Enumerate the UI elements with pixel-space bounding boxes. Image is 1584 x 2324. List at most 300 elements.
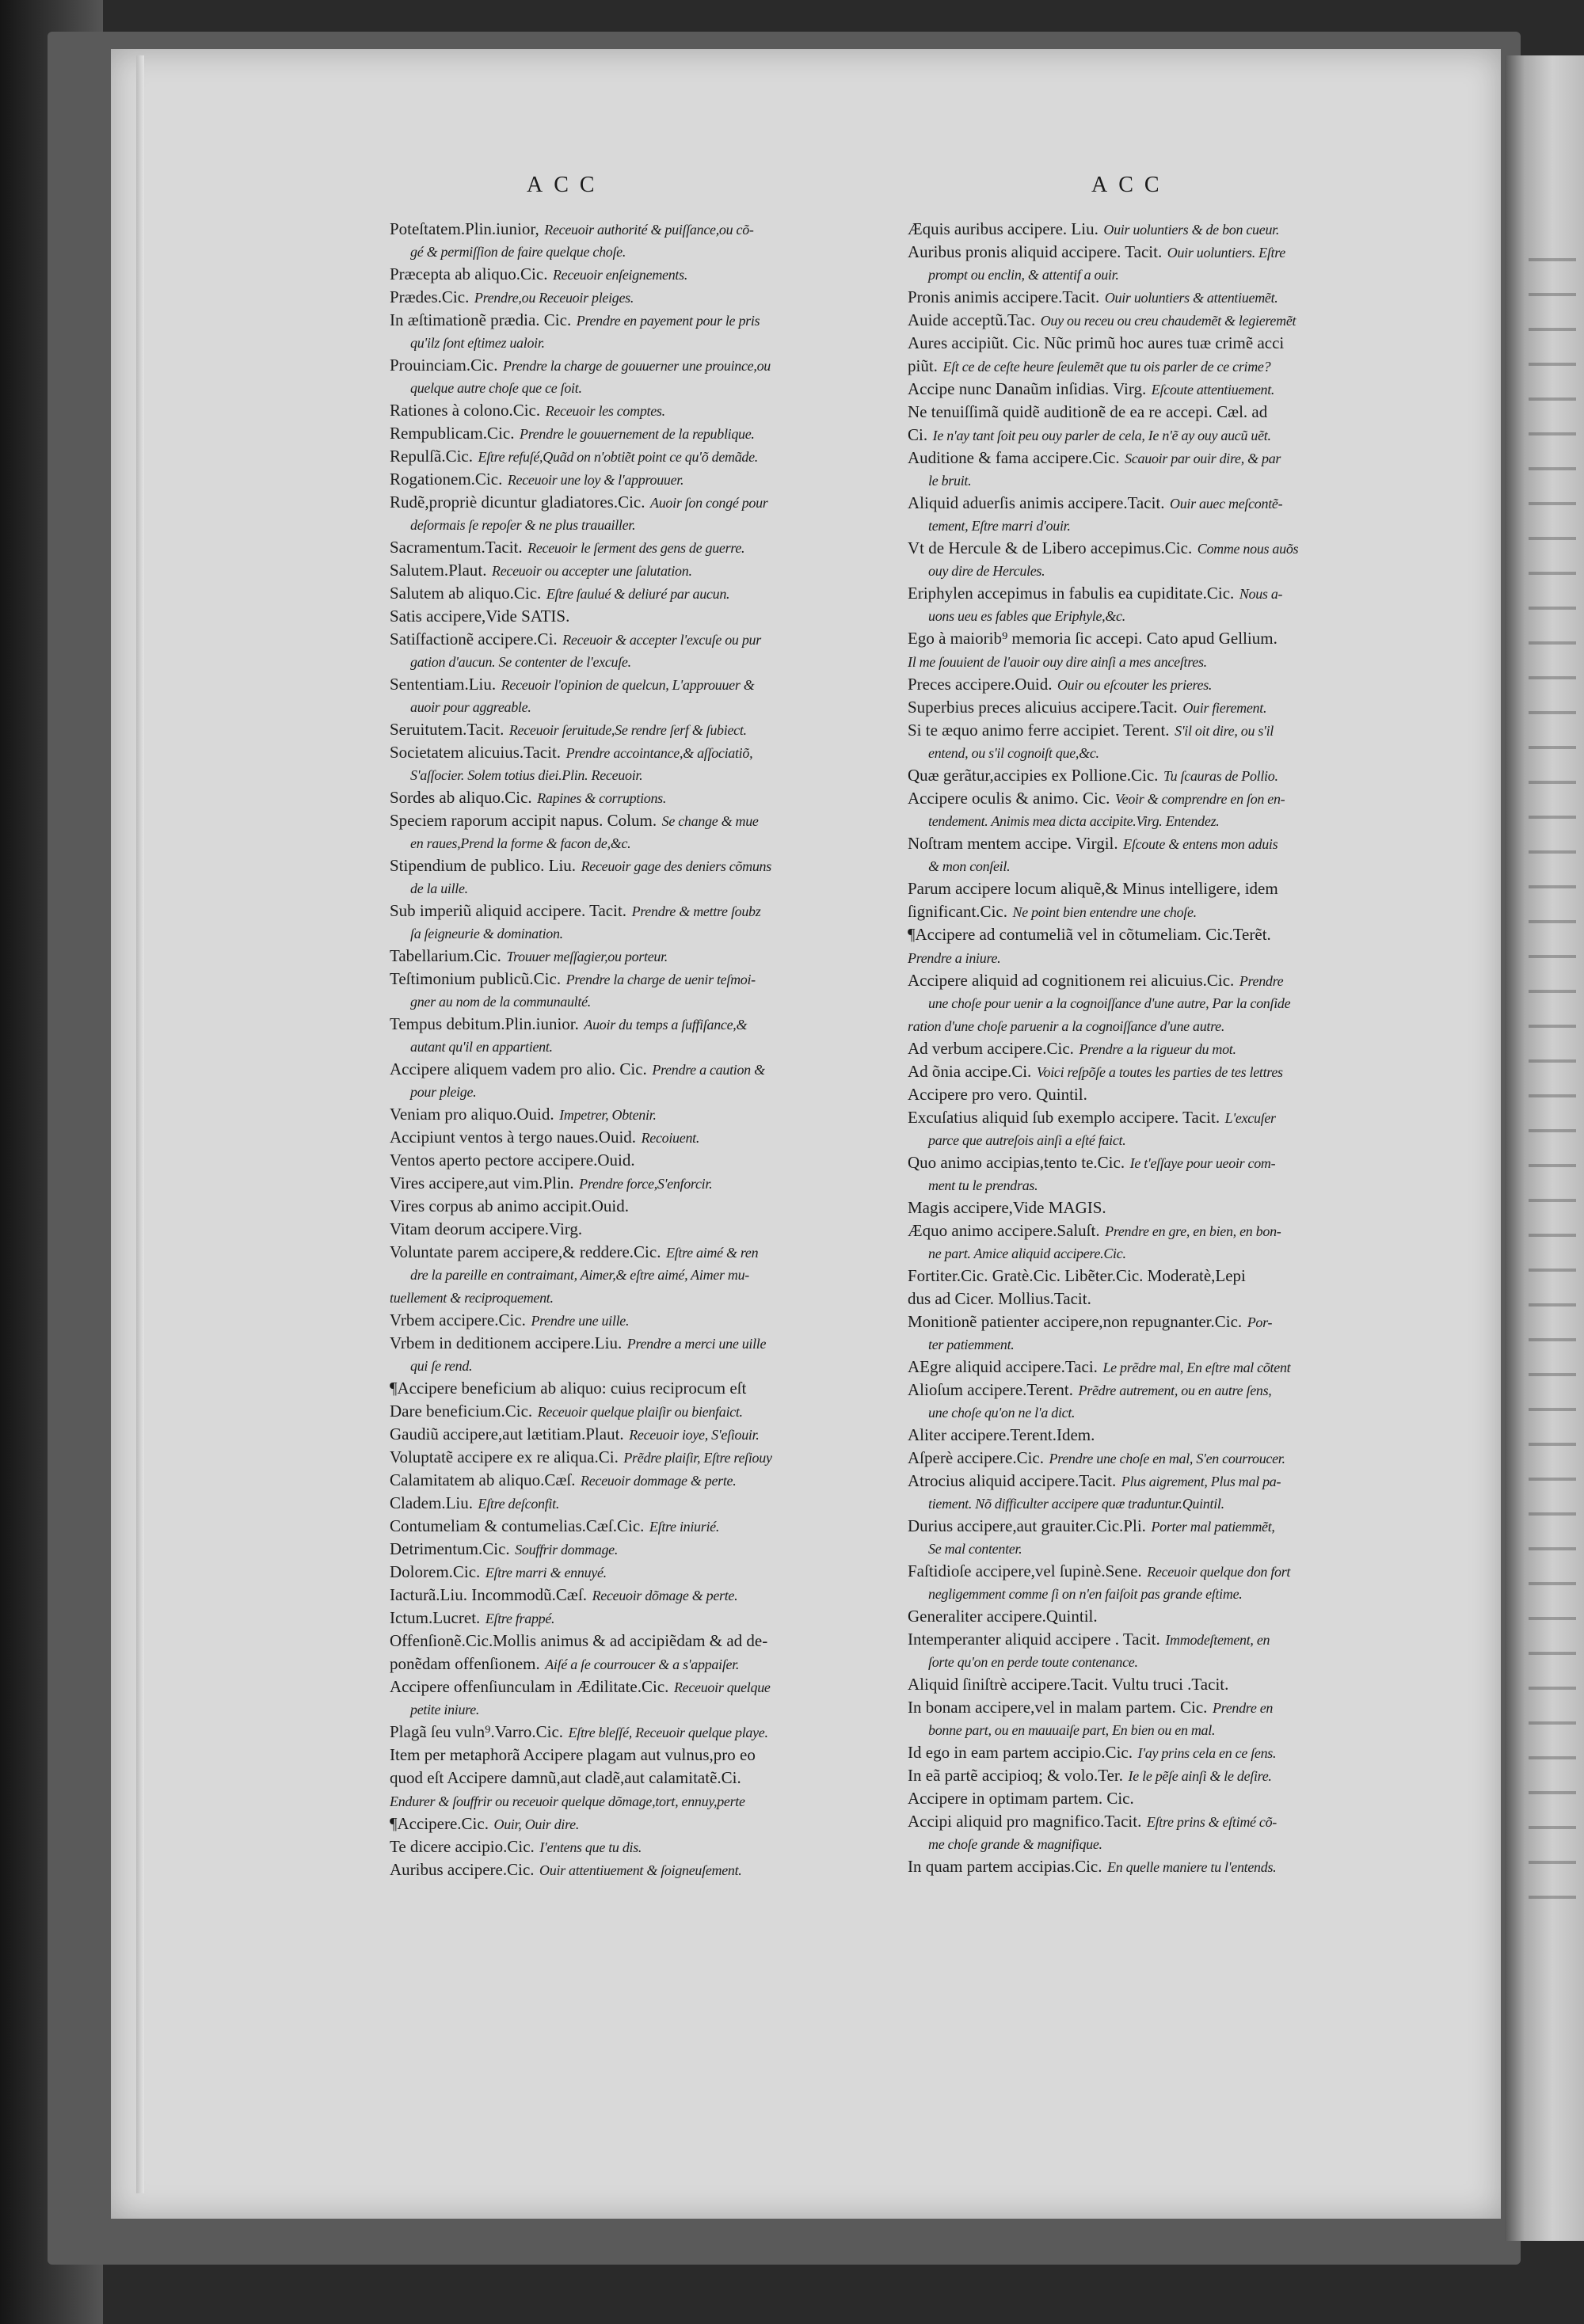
french-gloss: Se change & mue — [661, 813, 759, 829]
dictionary-entry — [390, 786, 912, 809]
dictionary-entry — [908, 1356, 1430, 1379]
french-gloss: Prendre une choſe en mal, S'en courroucer. — [1049, 1451, 1285, 1466]
latin-headword: Salutem.Plaut. — [390, 561, 487, 580]
latin-headword: Salutem ab aliquo.Cic. — [390, 584, 542, 603]
latin-headword: Accipere oculis & animo. Cic. — [908, 789, 1110, 808]
dictionary-entry — [390, 1744, 912, 1767]
dictionary-entry — [908, 332, 1430, 355]
dictionary-entry — [908, 1151, 1430, 1196]
latin-headword: Monitionẽ patienter accipere,non repugnanter.Cic. — [908, 1312, 1243, 1331]
latin-headword: piũt. — [908, 356, 938, 375]
gloss-continuation: bonne part, ou en mauuaiſe part, En bien ou en mal. — [928, 1722, 1216, 1738]
french-gloss: Eſcoute & entens mon aduis — [1123, 836, 1278, 852]
dictionary-entry — [390, 1469, 912, 1492]
latin-headword: In bonam accipere,vel in malam partem. Cic. — [908, 1698, 1208, 1717]
dictionary-entry — [908, 1787, 1430, 1810]
french-gloss: Eſtre ſaulué & deliuré par aucun. — [546, 586, 730, 602]
french-gloss: Eſtre refuſé,Quãd on n'obtiẽt point ce qu'õ demãde. — [478, 449, 759, 465]
dictionary-entry — [908, 1310, 1430, 1356]
latin-headword: ¶Accipere ad contumeliã vel in cõtumeliam. Cic.Terẽt. — [908, 925, 1271, 944]
latin-headword: Aliquid ſiniſtrè accipere.Tacit. Vultu truci .Tacit. — [908, 1675, 1229, 1694]
latin-headword: Seruitutem.Tacit. — [390, 720, 505, 739]
french-gloss: Ouir auec meſcontẽ- — [1170, 496, 1283, 512]
french-gloss: Eſtre deſconfit. — [478, 1496, 560, 1512]
latin-headword: Prædes.Cic. — [390, 287, 470, 306]
dictionary-entry — [908, 946, 1430, 969]
dictionary-entry — [908, 1447, 1430, 1470]
french-gloss: Porter mal patiemmẽt, — [1151, 1519, 1275, 1535]
dictionary-entry — [390, 559, 912, 582]
gloss-continuation: qui ſe rend. — [410, 1358, 473, 1374]
french-gloss: Prendre a caution & — [652, 1062, 765, 1078]
gloss-continuation: tement, Eſtre marri d'ouir. — [928, 518, 1071, 534]
dictionary-entry — [390, 1172, 912, 1195]
french-gloss: Ie le pẽſe ainſi & le deſire. — [1128, 1768, 1272, 1784]
french-gloss: Receuoir dommage & perte. — [581, 1473, 737, 1489]
dictionary-entry — [390, 286, 912, 309]
dictionary-entry — [908, 900, 1430, 923]
french-gloss: Voici reſpõſe a toutes les parties de tes lettres — [1036, 1064, 1283, 1080]
latin-headword: Aures accipiũt. Cic. Nũc primũ hoc aures tuæ crimẽ acci — [908, 333, 1285, 352]
french-gloss: I'entens que tu dis. — [539, 1839, 642, 1855]
dictionary-entry — [390, 445, 912, 468]
latin-headword: Tabellarium.Cic. — [390, 946, 501, 965]
latin-headword: Aliter accipere.Terent.Idem. — [908, 1425, 1095, 1444]
dictionary-entry — [390, 718, 912, 741]
gloss-continuation: ter patiemment. — [928, 1337, 1015, 1352]
latin-headword: Contumeliam & contumelias.Cæſ.Cic. — [390, 1516, 645, 1535]
gloss-continuation: ouy dire de Hercules. — [928, 563, 1045, 579]
dictionary-entry — [390, 1400, 912, 1423]
latin-headword: Si te æquo animo ferre accipiet. Terent. — [908, 721, 1170, 740]
dictionary-entry — [390, 1013, 912, 1058]
dictionary-entry — [908, 969, 1430, 1014]
dictionary-entry — [390, 536, 912, 559]
latin-headword: Auditione & fama accipere.Cic. — [908, 448, 1120, 467]
latin-headword: Accipere aliquem vadem pro alio. Cic. — [390, 1059, 647, 1078]
page-edge — [136, 55, 144, 2193]
dictionary-entry — [390, 1653, 912, 1675]
french-gloss: Ne point bien entendre une choſe. — [1012, 904, 1197, 920]
dictionary-entry — [390, 1812, 912, 1835]
french-gloss: Endurer & ſouffrir ou receuoir quelque dõmage,tort, ennuy,perte — [390, 1793, 745, 1809]
latin-headword: Voluntate parem accipere,& reddere.Cic. — [390, 1242, 661, 1261]
dictionary-entry — [908, 582, 1430, 627]
gloss-continuation: une choſe qu'on ne l'a dict. — [928, 1405, 1076, 1421]
french-gloss: Receuoir ioye, S'eſiouir. — [629, 1427, 760, 1443]
latin-headword: AEgre aliquid accipere.Taci. — [908, 1357, 1098, 1376]
french-gloss: Receuoir quelque don fort — [1147, 1564, 1291, 1580]
gloss-continuation: dre la pareille en contraimant, Aimer,& eſtre aimé, Aimer mu- — [410, 1267, 749, 1283]
french-gloss: Ouir ou eſcouter les prieres. — [1057, 677, 1213, 693]
gloss-continuation: prompt ou enclin, & attentif a ouir. — [928, 267, 1119, 283]
dictionary-entry — [390, 1309, 912, 1332]
french-gloss: Ie n'ay tant ſoit peu ouy parler de cela, Ie n'ẽ ay ouy aucũ uẽt. — [932, 428, 1271, 443]
french-gloss: Recoiuent. — [641, 1130, 700, 1146]
dictionary-entry — [390, 1858, 912, 1881]
french-gloss: Prendre force,S'enforcir. — [579, 1176, 713, 1192]
latin-headword: Gaudiũ accipere,aut lætitiam.Plaut. — [390, 1424, 624, 1443]
running-head-right: ACC — [1091, 173, 1171, 197]
french-gloss: Ouir uoluntiers. Eſtre — [1167, 245, 1285, 261]
latin-headword: quod eſt Accipere damnũ,aut cladẽ,aut calamitatẽ.Ci. — [390, 1768, 741, 1787]
dictionary-entry — [390, 900, 912, 945]
latin-headword: Vt de Hercule & de Libero accepimus.Cic. — [908, 538, 1193, 557]
facing-page-text-fragments — [1529, 238, 1576, 1900]
french-gloss: Prendre en payement pour le pris — [576, 313, 760, 329]
french-gloss: Prendre & mettre ſoubz — [631, 903, 761, 919]
dictionary-entry — [390, 1790, 912, 1812]
french-gloss: Ouir uoluntiers & de bon cueur. — [1103, 222, 1280, 238]
french-gloss: Il me ſouuient de l'auoir ouy dire ainſi a mes anceſtres. — [908, 654, 1207, 670]
dictionary-entry — [390, 1149, 912, 1172]
gloss-continuation: uons ueu es fables que Eriphyle,&c. — [928, 608, 1125, 624]
latin-headword: Excuſatius aliquid ſub exemplo accipere. Tacit. — [908, 1108, 1220, 1127]
dictionary-entry — [908, 309, 1430, 332]
dictionary-entry — [908, 1855, 1430, 1878]
latin-headword: In eã partẽ accipioq; & volo.Ter. — [908, 1766, 1124, 1785]
dictionary-entry — [908, 537, 1430, 582]
dictionary-entry — [390, 1377, 912, 1400]
gloss-continuation: en raues,Prend la forme & facon de,&c. — [410, 835, 631, 851]
french-gloss: Eſtre marri & ennuyé. — [485, 1565, 607, 1580]
french-gloss: Prẽdre plaiſir, Eſtre reſiouy — [623, 1450, 772, 1466]
dictionary-entry — [908, 492, 1430, 537]
dictionary-entry — [390, 628, 912, 673]
dictionary-entry — [390, 1241, 912, 1286]
dictionary-entry — [390, 1675, 912, 1721]
latin-headword: Teſtimonium publicũ.Cic. — [390, 969, 562, 988]
french-gloss: Nous a- — [1239, 586, 1283, 602]
latin-headword: Accipi aliquid pro magnifico.Tacit. — [908, 1812, 1142, 1831]
french-gloss: Receuoir ſeruitude,Se rendre ſerf & ſubiect. — [508, 722, 747, 738]
latin-headword: Detrimentum.Cic. — [390, 1539, 510, 1558]
latin-headword: Repulſã.Cic. — [390, 447, 473, 466]
french-gloss: Rapines & corruptions. — [537, 790, 667, 806]
latin-headword: Ego à maiorib⁹ memoria ſic accepi. Cato apud Gellium. — [908, 629, 1277, 648]
dictionary-entry — [390, 468, 912, 491]
latin-headword: dus ad Cicer. Mollius.Tacit. — [908, 1289, 1091, 1308]
latin-headword: Dare beneficium.Cic. — [390, 1402, 533, 1421]
dictionary-entry — [390, 1058, 912, 1103]
latin-headword: Sententiam.Liu. — [390, 675, 497, 694]
latin-headword: Tempus debitum.Plin.iunior. — [390, 1014, 579, 1033]
french-gloss: Eſtre prins & eſtimé cõ- — [1146, 1814, 1277, 1830]
latin-headword: Rogationem.Cic. — [390, 470, 503, 489]
dictionary-entry — [908, 1470, 1430, 1515]
latin-headword: Noſtram mentem accipe. Virgil. — [908, 834, 1118, 853]
latin-headword: Ad õnia accipe.Ci. — [908, 1062, 1032, 1081]
dictionary-entry — [908, 764, 1430, 787]
gloss-continuation: gé & permiſſion de faire quelque choſe. — [410, 244, 626, 260]
gloss-continuation: gner au nom de la communaulté. — [410, 994, 591, 1010]
gloss-continuation: auoir pour aggreable. — [410, 699, 531, 715]
dictionary-entry — [908, 1696, 1430, 1741]
dictionary-entry — [908, 355, 1430, 378]
dictionary-entry — [390, 809, 912, 854]
dictionary-entry — [908, 1219, 1430, 1265]
latin-headword: Dolorem.Cic. — [390, 1562, 481, 1581]
french-gloss: Receuoir quelque — [673, 1679, 771, 1695]
dictionary-entry — [390, 1721, 912, 1744]
french-gloss: Auoir ſon congé pour — [650, 495, 768, 511]
dictionary-entry — [390, 263, 912, 286]
french-gloss: Por- — [1247, 1314, 1273, 1330]
french-gloss: Eſtre frappé. — [485, 1611, 555, 1626]
dictionary-entry — [390, 1767, 912, 1790]
latin-headword: Accipiunt ventos à tergo naues.Ouid. — [390, 1128, 637, 1147]
latin-headword: Vrbem accipere.Cic. — [390, 1310, 526, 1329]
dictionary-entry — [390, 1218, 912, 1241]
latin-headword: Stipendium de publico. Liu. — [390, 856, 577, 875]
latin-headword: Ne tenuiſſimã quidẽ auditionẽ de ea re accepi. Cæl. ad — [908, 402, 1268, 421]
gloss-continuation: de la uille. — [410, 881, 468, 896]
right-column — [908, 218, 1430, 1878]
latin-headword: Satiſfactionẽ accipere.Ci. — [390, 629, 558, 649]
latin-headword: Quæ gerãtur,accipies ex Pollione.Cic. — [908, 766, 1159, 785]
running-head-left: ACC — [527, 173, 606, 197]
latin-headword: Vitam deorum accipere.Virg. — [390, 1219, 583, 1238]
latin-headword: ¶Accipere.Cic. — [390, 1814, 489, 1833]
dictionary-entry — [390, 1332, 912, 1377]
latin-headword: Id ego in eam partem accipio.Cic. — [908, 1743, 1133, 1762]
french-gloss: Ouir fierement. — [1182, 700, 1267, 716]
dictionary-entry — [390, 1584, 912, 1607]
latin-headword: Offenſionẽ.Cic.Mollis animus & ad accipiẽdam & ad de- — [390, 1631, 768, 1650]
dictionary-entry — [908, 1673, 1430, 1696]
dictionary-entry — [908, 1764, 1430, 1787]
french-gloss: Prendre une uille. — [531, 1313, 630, 1329]
dictionary-entry — [908, 447, 1430, 492]
gloss-continuation: Se mal contenter. — [928, 1541, 1022, 1557]
dictionary-entry — [390, 1630, 912, 1653]
dictionary-entry — [908, 1628, 1430, 1673]
latin-headword: Præcepta ab aliquo.Cic. — [390, 264, 548, 283]
latin-headword: Auribus pronis aliquid accipere. Tacit. — [908, 242, 1163, 261]
french-gloss: Prendre a la rigueur du mot. — [1079, 1041, 1236, 1057]
latin-headword: In æſtimationẽ prædia. Cic. — [390, 310, 572, 329]
french-gloss: I'ay prins cela en ce ſens. — [1137, 1745, 1277, 1761]
gloss-continuation: negligemment comme ſi on n'en faiſoit pas grande eſtime. — [928, 1586, 1243, 1602]
gloss-continuation: tendement. Animis mea dicta accipite.Virg. Entendez. — [928, 813, 1220, 829]
dictionary-entry — [908, 719, 1430, 764]
latin-headword: Calamitatem ab aliquo.Cæſ. — [390, 1470, 576, 1489]
dictionary-entry — [390, 1103, 912, 1126]
latin-headword: Æquis auribus accipere. Liu. — [908, 219, 1099, 238]
dictionary-entry — [390, 1515, 912, 1538]
latin-headword: Quo animo accipias,tento te.Cic. — [908, 1153, 1125, 1172]
french-gloss: Eſt ce de ceſte heure ſeulemẽt que tu ois parler de ce crime? — [942, 359, 1271, 375]
french-gloss: Prendre accointance,& aſſociatiõ, — [565, 745, 753, 761]
french-gloss: Tu ſcauras de Pollio. — [1163, 768, 1278, 784]
french-gloss: Comme nous auõs — [1197, 541, 1299, 557]
dictionary-entry — [908, 696, 1430, 719]
latin-headword: Iacturã.Liu. Incommodũ.Cæſ. — [390, 1585, 588, 1604]
gloss-continuation: ſorte qu'on en perde toute contenance. — [928, 1654, 1138, 1670]
french-gloss: Receuoir le ſerment des gens de guerre. — [527, 540, 745, 556]
latin-headword: Durius accipere,aut grauiter.Cic.Pli. — [908, 1516, 1146, 1535]
latin-headword: ¶Accipere beneficium ab aliquo: cuius reciprocum eſt — [390, 1379, 747, 1398]
dictionary-entry — [390, 309, 912, 354]
french-gloss: Souffrir dommage. — [515, 1542, 619, 1558]
latin-headword: Poteſtatem.Plin.iunior, — [390, 219, 539, 238]
latin-headword: Accipe nunc Danaũm inſidias. Virg. — [908, 379, 1147, 398]
latin-headword: Alioſum accipere.Terent. — [908, 1380, 1074, 1399]
latin-headword: Societatem alicuius.Tacit. — [390, 743, 562, 762]
latin-headword: Rempublicam.Cic. — [390, 424, 515, 443]
dictionary-entry — [390, 741, 912, 786]
dictionary-entry — [908, 401, 1430, 424]
french-gloss: Receuoir & accepter l'excuſe ou pur — [562, 632, 761, 648]
latin-headword: Aliquid aduerſis animis accipere.Tacit. — [908, 493, 1165, 512]
dictionary-entry — [390, 605, 912, 628]
french-gloss: Receuoir enſeignements. — [552, 267, 688, 283]
latin-headword: Voluptatẽ accipere ex re aliqua.Ci. — [390, 1447, 619, 1466]
latin-headword: Accipere pro vero. Quintil. — [908, 1085, 1087, 1104]
latin-headword: Veniam pro aliquo.Ouid. — [390, 1105, 554, 1124]
french-gloss: Receuoir quelque plaiſir ou bienfaict. — [537, 1404, 743, 1420]
french-gloss: Auoir du temps a ſuffiſance,& — [584, 1017, 748, 1033]
latin-headword: Speciem raporum accipit napus. Colum. — [390, 811, 657, 830]
gloss-continuation: deſormais ſe repoſer & ne plus trauailler. — [410, 517, 636, 533]
latin-headword: Accipere offenſiunculam in Ædilitate.Cic. — [390, 1677, 669, 1696]
latin-headword: Atrocius aliquid accipere.Tacit. — [908, 1471, 1117, 1490]
gloss-continuation: ment tu le prendras. — [928, 1177, 1038, 1193]
latin-headword: Ci. — [908, 425, 928, 444]
latin-headword: Vrbem in deditionem accipere.Liu. — [390, 1333, 623, 1352]
dictionary-entry — [390, 1607, 912, 1630]
french-gloss: Eſtre bleſſé, Receuoir quelque playe. — [568, 1725, 768, 1740]
gloss-continuation: S'aſſocier. Solem totius diei.Plin. Receuoir. — [410, 767, 643, 783]
french-gloss: Ouir, Ouir dire. — [493, 1816, 580, 1832]
latin-headword: Preces accipere.Ouid. — [908, 675, 1053, 694]
french-gloss: En quelle maniere tu l'entends. — [1107, 1859, 1277, 1875]
latin-headword: Sub imperiũ aliquid accipere. Tacit. — [390, 901, 627, 920]
latin-headword: Æquo animo accipere.Saluſt. — [908, 1221, 1100, 1240]
dictionary-entry — [390, 422, 912, 445]
gloss-continuation: tiement. Nõ difficulter accipere quæ traduntur.Quintil. — [928, 1496, 1224, 1512]
gloss-continuation: gation d'aucun. Se contenter de l'excuſe. — [410, 654, 631, 670]
french-gloss: Plus aigrement, Plus mal pa- — [1121, 1474, 1281, 1489]
french-gloss: Prẽdre autrement, ou en autre ſens, — [1078, 1383, 1272, 1398]
latin-headword: Ad verbum accipere.Cic. — [908, 1039, 1074, 1058]
french-gloss: Prendre la charge de gouuerner une prouince,ou — [503, 358, 771, 374]
french-gloss: Immodeſtement, en — [1165, 1632, 1270, 1648]
latin-headword: Sacramentum.Tacit. — [390, 538, 523, 557]
gloss-continuation: entend, ou s'il cognoiſt que,&c. — [928, 745, 1099, 761]
latin-headword: Faſtidioſe accipere,vel ſupinè.Sene. — [908, 1561, 1142, 1580]
french-gloss: Prendre a iniure. — [908, 950, 1001, 966]
latin-headword: Generaliter accipere.Quintil. — [908, 1607, 1098, 1626]
latin-headword: Sordes ab aliquo.Cic. — [390, 788, 532, 807]
french-gloss: Prendre la charge de uenir teſmoi- — [565, 972, 756, 987]
latin-headword: Cladem.Liu. — [390, 1493, 473, 1512]
latin-headword: Superbius preces alicuius accipere.Tacit. — [908, 698, 1178, 717]
french-gloss: Eſtre iniurié. — [649, 1519, 720, 1535]
french-gloss: Aiſé a ſe courroucer & a s'appaiſer. — [545, 1656, 740, 1672]
dictionary-entry — [390, 673, 912, 718]
gloss-continuation: une choſe pour uenir a la cognoiſſance d'une autre, Par la conſide — [928, 995, 1291, 1011]
french-gloss: ration d'une choſe paruenir a la cognoiſſance d'une autre. — [908, 1018, 1225, 1034]
latin-headword: Satis accipere,Vide SATIS. — [390, 607, 570, 626]
dictionary-entry — [390, 354, 912, 399]
dictionary-entry — [390, 1195, 912, 1218]
french-gloss: L'excuſer — [1224, 1110, 1276, 1126]
french-gloss: Prendre — [1239, 973, 1284, 989]
latin-headword: Intemperanter aliquid accipere . Tacit. — [908, 1630, 1160, 1649]
french-gloss: S'il oit dire, ou s'il — [1175, 723, 1274, 739]
dictionary-entry — [908, 378, 1430, 401]
dictionary-entry — [390, 945, 912, 968]
french-gloss: Receuoir les comptes. — [545, 403, 665, 419]
dictionary-entry — [908, 627, 1430, 650]
french-gloss: Ie t'eſſaye pour ueoir com- — [1129, 1155, 1276, 1171]
dictionary-entry — [390, 1423, 912, 1446]
dictionary-entry — [390, 1286, 912, 1309]
french-gloss: Prendre en gre, en bien, en bon- — [1105, 1223, 1281, 1239]
latin-headword: Pronis animis accipere.Tacit. — [908, 287, 1100, 306]
gloss-continuation: pour pleige. — [410, 1084, 477, 1100]
gloss-continuation: me choſe grande & magnifique. — [928, 1836, 1102, 1852]
dictionary-entry — [908, 1288, 1430, 1310]
latin-headword: Rudẽ,propriè dicuntur gladiatores.Cic. — [390, 493, 645, 512]
gloss-continuation: autant qu'il en appartient. — [410, 1039, 553, 1055]
french-gloss: Impetrer, Obtenir. — [559, 1107, 657, 1123]
dictionary-entry — [908, 1083, 1430, 1106]
dictionary-entry — [908, 1060, 1430, 1083]
french-gloss: Eſcoute attentiuement. — [1151, 382, 1275, 397]
gloss-continuation: petite iniure. — [410, 1702, 480, 1717]
dictionary-entry — [908, 286, 1430, 309]
french-gloss: Prendre en — [1212, 1700, 1274, 1716]
gloss-continuation: le bruit. — [928, 473, 972, 489]
dictionary-entry — [908, 1196, 1430, 1219]
dictionary-entry — [390, 491, 912, 536]
latin-headword: ponẽdam offenſionem. — [390, 1654, 540, 1673]
dictionary-entry — [908, 1037, 1430, 1060]
dictionary-entry — [908, 424, 1430, 447]
dictionary-entry — [908, 1741, 1430, 1764]
gloss-continuation: & mon conſeil. — [928, 858, 1011, 874]
dictionary-entry — [390, 1126, 912, 1149]
latin-headword: Accipere in optimam partem. Cic. — [908, 1789, 1134, 1808]
latin-headword: Plagã ſeu vuln⁹.Varro.Cic. — [390, 1722, 564, 1741]
dictionary-entry — [908, 923, 1430, 946]
dictionary-entry — [390, 968, 912, 1013]
latin-headword: Magis accipere,Vide MAGIS. — [908, 1198, 1106, 1217]
latin-headword: Accipere aliquid ad cognitionem rei alicuius.Cic. — [908, 971, 1235, 990]
dictionary-entry — [390, 1561, 912, 1584]
latin-headword: Vires accipere,aut vim.Plin. — [390, 1173, 574, 1192]
latin-headword: Te dicere accipio.Cic. — [390, 1837, 535, 1856]
latin-headword: Aſperè accipere.Cic. — [908, 1448, 1044, 1467]
dictionary-entry — [908, 1605, 1430, 1628]
gloss-continuation: quelque autre choſe que ce ſoit. — [410, 380, 582, 396]
dictionary-entry — [908, 877, 1430, 900]
dictionary-entry — [908, 1424, 1430, 1447]
french-gloss: Ouir attentiuement & ſoigneuſement. — [539, 1862, 742, 1878]
french-gloss: Ouy ou receu ou creu chaudemẽt & legieremẽt — [1040, 313, 1297, 329]
dictionary-entry — [390, 1492, 912, 1515]
dictionary-entry — [908, 218, 1430, 241]
dictionary-entry — [390, 1446, 912, 1469]
dictionary-entry — [390, 854, 912, 900]
latin-headword: Vires corpus ab animo accipit.Ouid. — [390, 1196, 629, 1215]
dictionary-entry — [908, 1106, 1430, 1151]
french-gloss: Receuoir l'opinion de quelcun, L'approuuer & — [501, 677, 755, 693]
gloss-continuation: parce que autreſois ainſi a eſté faict. — [928, 1132, 1126, 1148]
latin-headword: Parum accipere locum aliquẽ,& Minus intelligere, idem — [908, 879, 1278, 898]
